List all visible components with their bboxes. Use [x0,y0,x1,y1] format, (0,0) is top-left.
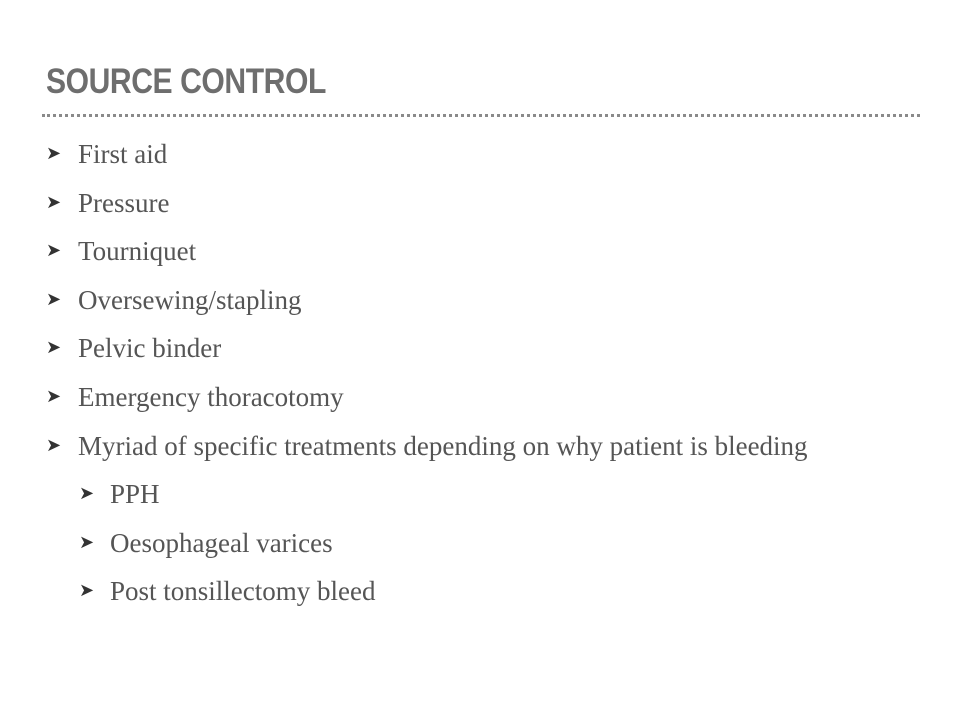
title-divider [42,114,920,117]
bullet-list [0,130,960,616]
bullet-text: Myriad of specific treatments depending on why patient is bleeding [78,430,808,461]
bullet-item [0,373,960,422]
bullet-item [0,276,960,325]
arrow-bullet-icon: ➤ [46,434,62,456]
bullet-text: First aid [78,139,168,169]
bullet-item [0,422,960,471]
slide-title: SOURCE CONTROL [46,62,326,101]
bullet-item [0,227,960,276]
bullet-text: Oversewing/stapling [78,284,302,315]
bullet-item [0,324,960,373]
bullet-text: Emergency thoracotomy [78,381,344,412]
arrow-bullet-icon: ➤ [46,288,62,310]
arrow-bullet-icon: ➤ [79,580,95,602]
sub-bullet-item [0,567,960,616]
arrow-bullet-icon: ➤ [46,240,62,262]
sub-bullet-item [0,519,960,568]
arrow-bullet-icon: ➤ [46,191,62,213]
bullet-text: Tourniquet [78,236,197,267]
sub-bullet-text: PPH [110,479,160,510]
arrow-bullet-icon: ➤ [46,337,62,359]
bullet-item [0,130,960,179]
bullet-item [0,179,960,228]
arrow-bullet-icon: ➤ [79,531,95,553]
sub-bullet-text: Oesophageal varices [110,527,333,558]
bullet-text: Pressure [78,187,170,218]
sub-bullet-item [0,470,960,519]
arrow-bullet-icon: ➤ [79,483,95,505]
arrow-bullet-icon: ➤ [46,385,62,407]
arrow-bullet-icon: ➤ [46,143,62,164]
bullet-text: Pelvic binder [78,333,222,364]
sub-bullet-text: Post tonsillectomy bleed [110,576,376,607]
